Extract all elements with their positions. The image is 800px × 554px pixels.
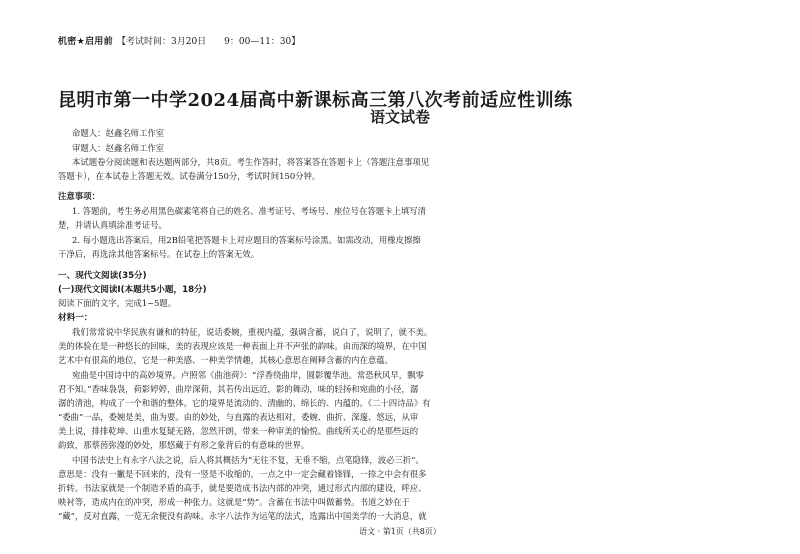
page-footer: 语文 · 第1页（共8页） xyxy=(359,527,441,536)
proposer: 命题人：赵鑫名师工作室 xyxy=(72,128,165,138)
section-heading: 一、现代文阅读(35分) xyxy=(58,271,147,281)
notice-item-2-cont: 干净后，再选涂其他答案标号。在试卷上的答案无效。 xyxy=(58,249,259,259)
paragraph-line: 潺的清池，构成了一个和谐的整体。它的境界是流动的、清幽的、绵长的、内蕴的。《二十四诗品》有 xyxy=(58,398,431,408)
paragraph-line: 美的体验在是一种悠长的回味，美的表现应该是一种表面上并不声张的韵味。由而深的境界，在中国 xyxy=(58,341,427,351)
paragraph-line: “委曲”一品，委婉是美，曲为要。由的妙处，与直露的表达相对，委婉、曲折、深邃、悠远，从审 xyxy=(58,412,419,422)
paragraph-line: 宛曲是中国诗中的高妙境界。卢照邻《曲池荷》：“浮香绕曲岸，圆影覆华池。常恐秋风早，飘零 xyxy=(72,370,424,380)
intro-line-2: 答题卡），在本试卷上答题无效。试卷满分150分，考试时间150分钟。 xyxy=(58,171,321,181)
paragraph-line: 君不知。”香味袅袅，荷影婷婷，曲岸深荷，其若传出远近，影的舞动，味的轻扬和宛曲的小径，潺 xyxy=(58,384,419,394)
paragraph-line: 艺术中有很高的地位，它是一种美感、一种美学情趣，其核心意思在阐释含蓄的内在意蕴。 xyxy=(58,355,393,365)
paragraph-line: 韵致，那蔡茵弥漫的妙处，那悠藏于有形之象背后的有意味的世界。 xyxy=(58,440,310,450)
exam-title: 昆明市第一中学2024届高中新课标高三第八次考前适应性训练 xyxy=(58,90,573,111)
exam-subtitle: 语文试卷 xyxy=(369,108,430,126)
paragraph-line: 中国书法史上有永字八法之说，后人将其概括为“无往不复，无垂不缩，点笔隐锋，波必三折”。 xyxy=(72,455,424,465)
intro-line-1: 本试题卷分阅读题和表达题两部分，共8页。考生作答时，将答案答在答题卡上（答题注意事项见 xyxy=(72,157,430,167)
paragraph-line: 我们常常说中华民族有谦和的特征，说话委婉，重视内蕴，强调含蓄，说白了，说明了，就不美。 xyxy=(72,327,433,337)
paragraph-line: “藏”，反对直露，一览无余便没有韵味。永字八法作为运笔的法式，选露出中国美学的一大消息，就 xyxy=(58,511,427,521)
instruction: 阅读下面的文字，完成1~5题。 xyxy=(58,298,177,308)
notice-item-1: 1. 答题前，考生务必用黑色碳素笔将自己的姓名、准考证号、考场号、座位号在答题卡上填写清 xyxy=(72,206,427,216)
notice-item-2: 2. 每小题选出答案后，用2B铅笔把答题卡上对应题目的答案标号涂黑。如需改动，用橡皮擦擦 xyxy=(72,235,421,245)
paragraph-line: 映衬等，造成内在的冲突，形成一种张力。这就是“势”。含蓄在书法中叫做蓄势。书道之妙在于 xyxy=(58,497,410,507)
paragraph-line: 美上说，排排乾坤、山重水复疑无路，忽然开朗，带来一种审美的愉悦。曲线所关心的是那些远的 xyxy=(58,426,419,436)
exam-time: 【考试时间：3月20日 9：00—11：30】 xyxy=(117,37,301,47)
paragraph-line: 折转。书法家就是一个制造矛盾的高手，就是要造成书法内部的冲突，通过形式内部的建设，呼应、 xyxy=(58,483,427,493)
notice-heading: 注意事项： xyxy=(58,191,100,201)
subsection-heading: (一)现代文阅读Ⅰ(本题共5小题，18分) xyxy=(58,285,207,295)
reviewer: 审题人：赵鑫名师工作室 xyxy=(72,143,165,153)
paragraph-line: 意思是：没有一撇是不回来的，没有一竖是不收缩的，一点之中一定会藏着锋锋，一捺之中会有很多 xyxy=(58,469,427,479)
confidential-label: 机密★启用前 xyxy=(58,37,113,47)
notice-item-1-cont: 楚，并请认真填涂准考证号。 xyxy=(58,220,167,230)
material-label: 材料一： xyxy=(58,313,93,323)
